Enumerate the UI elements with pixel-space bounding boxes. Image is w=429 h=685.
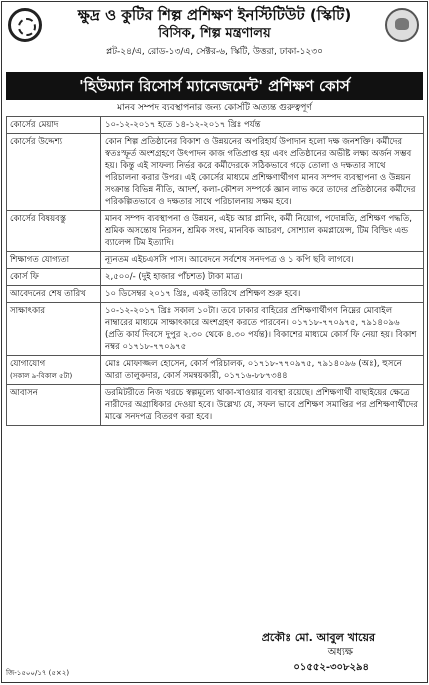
table-row xyxy=(7,269,424,286)
row-value: মোঃ মোফাজ্জল হোসেন, কোর্স পরিচালক, ০১৭১৮-৭৭০৯৭৫, ৭৯১৪০৯৬ (অঃ), হুসনে আরা তালুকদার, কোর্স সমন্বয়কারী, ০১৭১৬-৮৮৭৩৪৪ xyxy=(101,356,424,385)
subtitle: মানব সম্পদ ব্যবস্থাপনার জন্য কোর্সটি অত্যন্ত গুরুত্বপূর্ণ xyxy=(117,103,312,113)
advertisement xyxy=(1,1,428,683)
row-key: কোর্সের উদ্দেশ্য xyxy=(7,134,101,211)
row-key: আবেদনের শেষ তারিখ xyxy=(7,286,101,303)
details-table xyxy=(6,116,424,426)
ministry: বিসিক, শিল্প মন্ত্রণালয় xyxy=(158,26,271,41)
row-key: কোর্সের মেয়াদ xyxy=(7,117,101,134)
row-key: কোর্স ফি xyxy=(7,269,101,286)
row-value: ১০ ডিসেম্বর ২০১৭ খ্রিঃ, একই তারিখে প্রশিক্ষণ শুরু হবে। xyxy=(101,286,424,303)
org-name: ক্ষুদ্র ও কুটির শিল্প প্রশিক্ষণ ইনস্টিটিউট (স্কিটি) xyxy=(77,6,352,24)
footer-code: জি-১৫০০/১৭ (৫×২) xyxy=(6,669,70,677)
course-banner: 'হিউম্যান রিসোর্স ম্যানেজমেন্ট' প্রশিক্ষণ কোর্স xyxy=(6,72,423,100)
row-value: মানব সম্পদ ব্যবস্থাপনা ও উন্নয়ন, এইচ আর প্লানিং, কর্মী নিয়োগ, পদোন্নতি, প্রশিক্ষণ পদ্ধতি, শ্রমিক অসন্তোষ নিরসন, শ্রমিক সংঘ, মানবিক আচরণ, সোশ্যাল কমপ্লায়েন্স, টিম বিল্ডিং এন্ড ব্যালেন্স টিম ইত্যাদি। xyxy=(101,211,424,252)
row-value: ১০-১২-২০১৭ খ্রিঃ সকাল ১০টা। তবে ঢাকার বাহিরের প্রশিক্ষণার্থীগণ নিম্নের মোবাইল নাম্বারের মাধ্যমে সাক্ষাৎকারে অংশগ্রহণ করতে পারবেন। ০১৭১৮-৭৭০৯৭৫, ৭৯১৪০৯৬ (প্রতি কার্য দিবসে দুপুর ২.৩০ থেকে ৪.৩০ পর্যন্ত)। বিকাশের মাধ্যমে কোর্স ফি নেয়া হয়। বিকাশ নম্বর ০১৭১৮-৭৭০৯৭৫ xyxy=(101,303,424,356)
table-row xyxy=(7,211,424,252)
row-key-cell xyxy=(7,356,101,385)
table-row xyxy=(7,303,424,356)
signatory-title: অধ্যক্ষ xyxy=(327,647,353,658)
table-row xyxy=(7,356,424,385)
row-key: যোগাযোগ xyxy=(10,359,46,369)
table-row xyxy=(7,252,424,269)
row-value: কোন শিল্প প্রতিষ্ঠানের বিকাশ ও উন্নয়নের অপরিহার্য উপাদান হলো দক্ষ জনশক্তি। কর্মীদের স্বতঃস্ফূর্ত অংশগ্রহণে উৎপাদন কাজ গতিপ্রাপ্ত হয় এবং প্রতিষ্ঠানের অভীষ্ট লক্ষ্য অর্জন সম্ভব হয়। কিন্তু এই সাফল্য নির্ভর করে কর্মীদেরকে সঠিকভাবে গড়ে তোলা ও দক্ষতার সাথে পরিচালনা করার উপর। এই কোর্সের মাধ্যমে প্রশিক্ষণার্থীগণ মানব সম্পদ ব্যবস্থাপনা ও উন্নয়ন সংক্রান্ত বিভিন্ন নীতি, আদর্শ, কলা-কৌশল সম্পর্কে জ্ঞান লাভ করে তাদের প্রতিষ্ঠানের কর্মীদের পরিকল্পিতভাবে ও দক্ষতার সাথে পরিচালনায় সক্ষম হবে। xyxy=(101,134,424,211)
row-value: ন্যূনতম এইচএসসি পাস। আবেদনে সর্বশেষ সনদপত্র ও ১ কপি ছবি লাগবে। xyxy=(101,252,424,269)
contact-hours: (সকাল ৯-বিকাল ৫টা) xyxy=(10,372,73,380)
institute-logo xyxy=(8,8,42,42)
table-row xyxy=(7,286,424,303)
table-row xyxy=(7,117,424,134)
signatory-name: প্রকৌঃ মো. আবুল খায়ের xyxy=(261,631,375,644)
org-block xyxy=(48,5,381,59)
row-value: ১০-১২-২০১৭ হতে ১৪-১২-২০১৭ খ্রিঃ পর্যন্ত xyxy=(101,117,424,134)
row-key: কোর্সের বিষয়বস্তু xyxy=(7,211,101,252)
header xyxy=(2,2,427,66)
row-key: সাক্ষাৎকার xyxy=(7,303,101,356)
signatory-phone: ০১৫৫২-৩০৮২৯৪ xyxy=(293,662,369,673)
table-row xyxy=(7,134,424,211)
row-key: শিক্ষাগত যোগ্যতা xyxy=(7,252,101,269)
row-value: ২,৫০০/- (দুই হাজার পাঁচশত) টাকা মাত্র। xyxy=(101,269,424,286)
row-value: ডরমিটরীতে নিজ খরচে স্বল্পমূল্যে থাকা-খাওয়ার ব্যবস্থা রয়েছে। প্রশিক্ষণার্থী বাছাইয়ের ক্ষেত্রে নারীদের অগ্রাধিকার দেওয়া হবে। উল্লেখ্য যে, সফল ভাবে প্রশিক্ষণ সমাপ্তির পর প্রশিক্ষণার্থীদের মাঝে সনদপত্র বিতরণ করা হবে। xyxy=(101,385,424,426)
row-key: আবাসন xyxy=(7,385,101,426)
government-seal-icon xyxy=(385,8,419,42)
address: প্লট-২৪/এ, রোড-১৩/এ, সেক্টর-৬, স্কিটি, উত্তরা, ঢাকা-১২৩০ xyxy=(105,47,323,57)
table-row xyxy=(7,385,424,426)
